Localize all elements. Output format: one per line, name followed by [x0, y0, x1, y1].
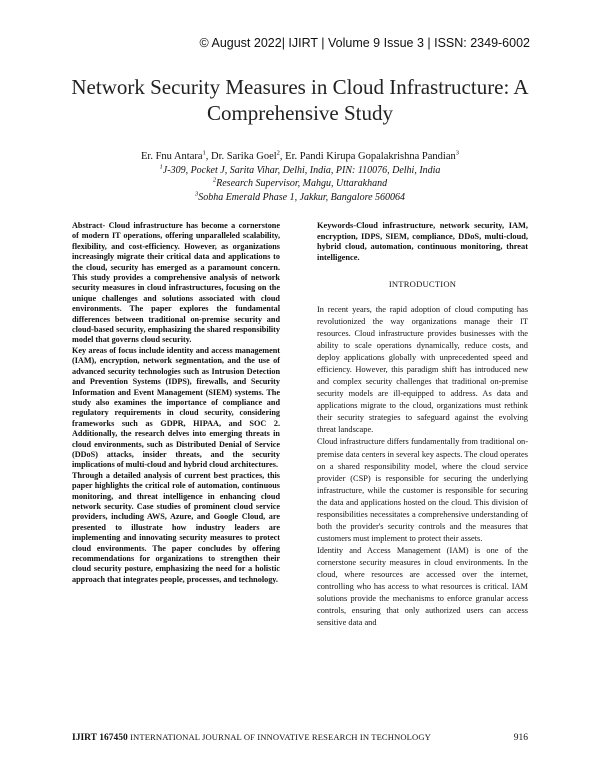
affiliation-2: $^2$Research Supervisor, Mahgu, Uttarakhand [212, 176, 388, 189]
abstract-column [72, 221, 280, 585]
intro-paragraph: Identity and Access Management (IAM) is one of the cornerstone security measures in cloud environments. In the cloud, where resources are accessed over the internet, controlling who has access to what resources is critical. IAM solutions provide the mechanisms to enforce granular access controls, ensuring that only authorized users can access sensitive data and [317, 545, 528, 628]
keywords: Keywords-Cloud infrastructure, network security, IAM, encryption, IDPS, SIEM, compliance, DDoS, multi-cloud, hybrid cloud, automation, continuous monitoring, threat intelligence. [317, 221, 528, 262]
journal-abbreviation: IJIRT 167450 [72, 733, 128, 743]
abstract-paragraph: Key areas of focus include identity and access management (IAM), encryption, network segmentation, and the use of advanced security technologies such as Intrusion Detection and Prevention Systems (IDPS), firewalls, and Security Information and Event Management (SIEM) systems. The study also examines the importance of compliance and regulatory requirements in cloud security, considering frameworks such as GDPR, HIPAA, and SOC 2. Additionally, the research delves into emerging threats in cloud environments, such as Distributed Denial of Service (DDoS) attacks, insider threats, and the security implications of multi-cloud and hybrid cloud architectures. [72, 345, 280, 470]
page-number: 916 [513, 733, 528, 743]
page-footer [72, 732, 528, 743]
author-names: Er. Fnu Antara$^1$, Dr. Sarika Goel$^2$, Er. Pandi Kirupa Gopalakrishna Pandian$^3$ [140, 149, 459, 162]
intro-paragraph: In recent years, the rapid adoption of cloud computing has revolutionized the way organizations manage their IT resources. Cloud infrastructure provides businesses with the ability to scale operations dynamically, reduce costs, and deploy applications globally with unprecedented speed and efficiency. However, this paradigm shift has introduced new and complex security challenges that traditional on-premise security models are ill-equipped to address. As data and applications migrate to the cloud, organizations must rethink their security strategies to safeguard against the evolving threat landscape. [317, 304, 528, 435]
intro-paragraph: Cloud infrastructure differs fundamentally from traditional on-premise data centers in several key aspects. The cloud operates on a shared responsibility model, where the cloud service provider (CSP) is responsible for securing the underlying infrastructure, while the customer is responsible for securing the data and applications hosted on the cloud. This division of responsibilities necessitates a comprehensive understanding of both the provider's security controls and the measures that customers must implement to protect their assets. [317, 437, 528, 543]
journal-name: INTERNATIONAL JOURNAL OF INNOVATIVE RESEARCH IN TECHNOLOGY [130, 732, 431, 742]
affiliation-3: $^3$Sobha Emerald Phase 1, Jakkur, Bangalore 560064 [194, 190, 406, 203]
paper-title: Network Security Measures in Cloud Infrastructure: A Comprehensive Study [71, 75, 529, 125]
section-heading-introduction: INTRODUCTION [388, 279, 457, 290]
affiliation-1: $^1$J-309, Pocket J, Sarita Vihar, Delhi, India, PIN: 110076, Delhi, India [159, 163, 441, 176]
abstract-paragraph: Through a detailed analysis of current best practices, this paper highlights the critical role of automation, continuous monitoring, and threat intelligence in enhancing cloud network security. Case studies of prominent cloud service providers, including AWS, Azure, and Google Cloud, are presented to illustrate how industry leaders are implementing and innovating security measures to protect cloud environments. The paper concludes by offering recommendations for organizations to strengthen their cloud security posture, emphasizing the need for a holistic approach that integrates people, processes, and technology. [72, 470, 280, 584]
right-column [317, 221, 528, 629]
running-header: © August 2022| IJIRT | Volume 9 Issue 3 | ISSN: 2349-6002 [199, 36, 530, 50]
abstract-paragraph: Abstract- Cloud infrastructure has become a cornerstone of modern IT operations, offering unparalleled scalability, flexibility, and cost-efficiency. However, as organizations increasingly migrate their critical data and applications to the cloud, security has emerged as a paramount concern. This study provides a comprehensive analysis of network security measures in cloud infrastructures, focusing on the unique challenges and solutions associated with cloud environments. The paper explores the fundamental differences between traditional on-premise security and cloud-based security, emphasizing the shared responsibility model that governs cloud security. [72, 221, 280, 345]
author-block [40, 150, 560, 204]
footer-journal [72, 732, 431, 743]
